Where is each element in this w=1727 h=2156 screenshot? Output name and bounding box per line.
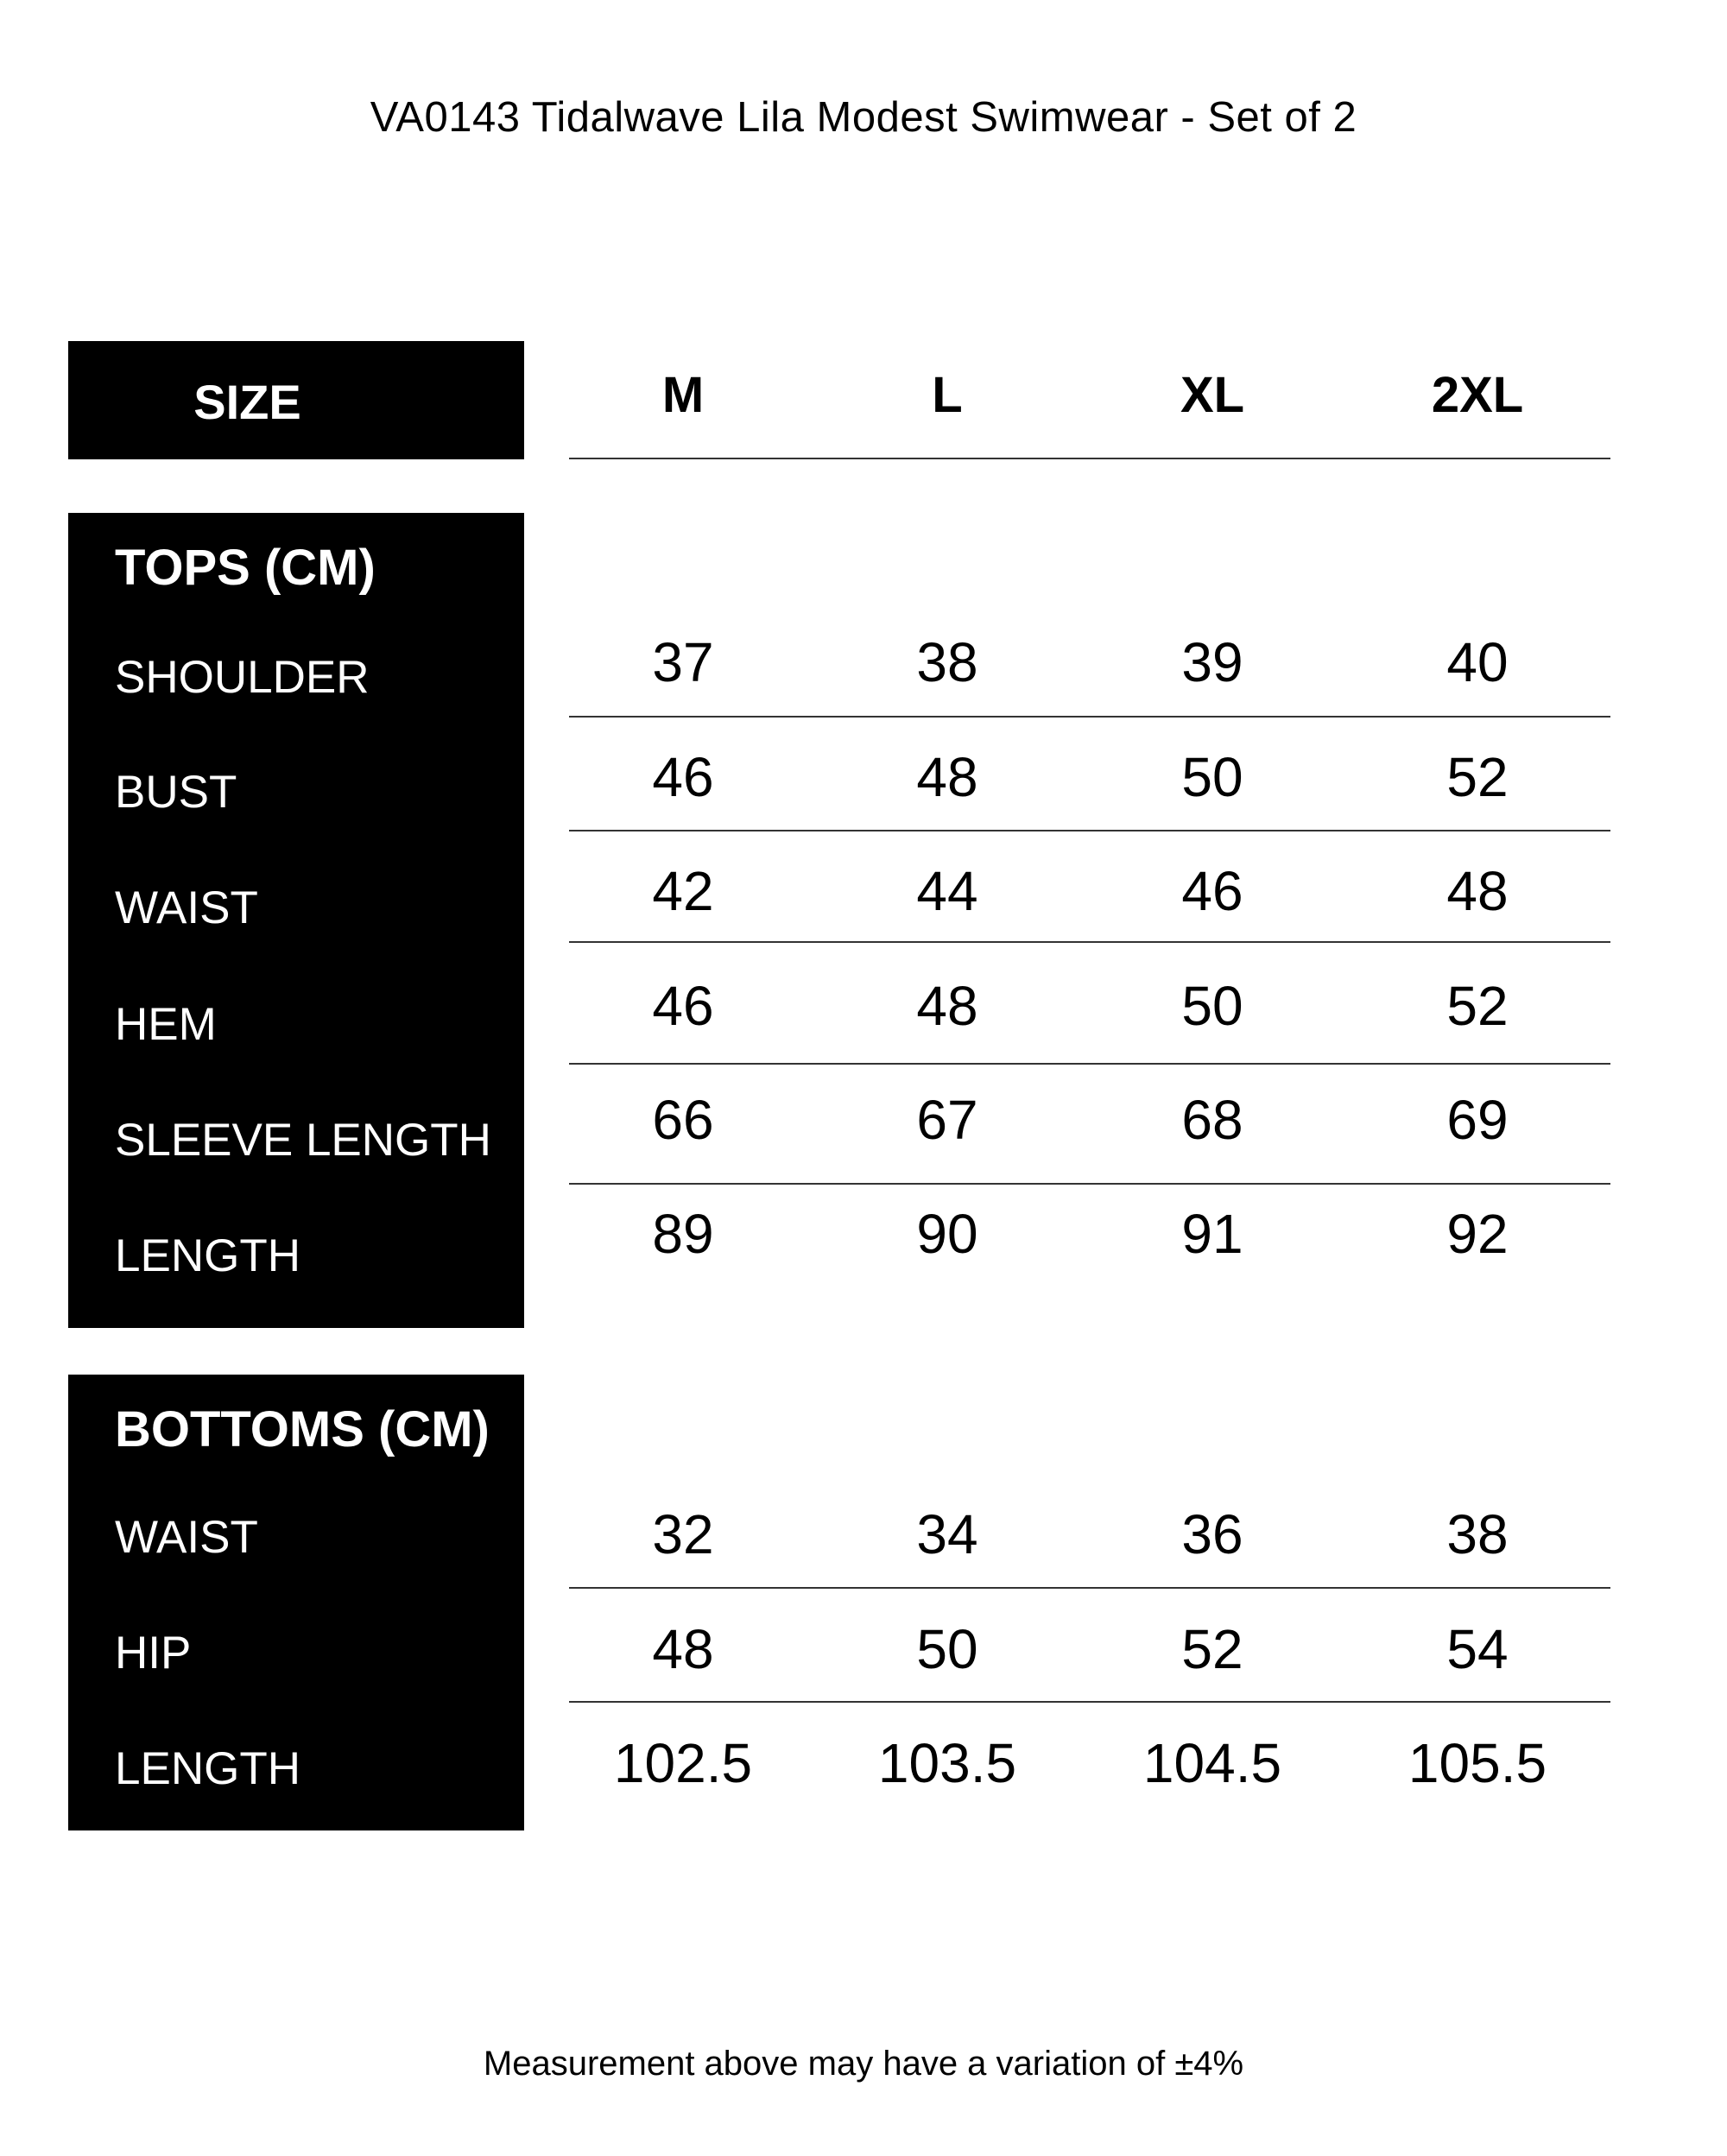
tops-cell: 42 xyxy=(652,860,714,922)
tops-cell: 37 xyxy=(652,631,714,693)
tops-cell: 48 xyxy=(1446,860,1509,922)
tops-cell: 89 xyxy=(652,1203,714,1265)
tops-label-box xyxy=(68,513,524,1328)
tops-heading: TOPS (CM) xyxy=(115,540,376,596)
bottoms-cell: 52 xyxy=(1181,1618,1243,1680)
bottoms-row-label: LENGTH xyxy=(115,1743,300,1794)
tops-cell: 68 xyxy=(1181,1089,1243,1151)
size-col-m: M xyxy=(661,367,705,423)
tops-cell: 38 xyxy=(916,631,978,693)
tops-row-label: LENGTH xyxy=(115,1230,300,1281)
size-col-2xl: 2XL xyxy=(1431,367,1524,423)
bottoms-cell: 34 xyxy=(916,1503,978,1565)
bottoms-cell: 102.5 xyxy=(613,1732,753,1794)
tops-cell: 91 xyxy=(1181,1203,1243,1265)
tops-cell: 50 xyxy=(1181,746,1243,808)
tops-cell: 66 xyxy=(652,1089,714,1151)
tops-row-label: SHOULDER xyxy=(115,652,370,703)
tops-row-label: BUST xyxy=(115,767,237,818)
tops-cell: 69 xyxy=(1446,1089,1509,1151)
bottoms-heading: BOTTOMS (CM) xyxy=(115,1401,490,1457)
tops-row-label: WAIST xyxy=(115,882,258,933)
tops-row-label: SLEEVE LENGTH xyxy=(115,1115,491,1166)
bottoms-cell: 103.5 xyxy=(877,1732,1017,1794)
tops-row-label: HEM xyxy=(115,999,217,1050)
tops-cell: 52 xyxy=(1446,975,1509,1037)
row-rule xyxy=(569,941,1610,943)
row-rule xyxy=(569,830,1610,831)
bottoms-row-label: HIP xyxy=(115,1628,192,1679)
tops-cell: 46 xyxy=(652,975,714,1037)
size-col-xl: XL xyxy=(1180,367,1245,423)
tops-cell: 92 xyxy=(1446,1203,1509,1265)
tops-cell: 67 xyxy=(916,1089,978,1151)
tops-cell: 40 xyxy=(1446,631,1509,693)
bottoms-row-label: WAIST xyxy=(115,1512,258,1563)
row-rule xyxy=(569,1183,1610,1185)
row-rule xyxy=(569,1701,1610,1703)
size-label: SIZE xyxy=(193,375,301,429)
tops-cell: 48 xyxy=(916,746,978,808)
row-rule xyxy=(569,1587,1610,1589)
bottoms-label-box xyxy=(68,1375,524,1830)
bottoms-cell: 54 xyxy=(1446,1618,1509,1680)
bottoms-cell: 36 xyxy=(1181,1503,1243,1565)
tops-cell: 52 xyxy=(1446,746,1509,808)
bottoms-cell: 104.5 xyxy=(1142,1732,1282,1794)
bottoms-cell: 38 xyxy=(1446,1503,1509,1565)
size-header-box xyxy=(68,341,524,459)
header-rule xyxy=(569,458,1610,459)
bottoms-cell: 32 xyxy=(652,1503,714,1565)
tops-cell: 46 xyxy=(652,746,714,808)
size-col-l: L xyxy=(932,367,963,423)
tops-cell: 46 xyxy=(1181,860,1243,922)
bottoms-cell: 50 xyxy=(916,1618,978,1680)
row-rule xyxy=(569,716,1610,718)
tops-cell: 48 xyxy=(916,975,978,1037)
variation-footnote: Measurement above may have a variation of ±4% xyxy=(483,2045,1244,2083)
tops-cell: 44 xyxy=(916,860,978,922)
page-title: VA0143 Tidalwave Lila Modest Swimwear - Set of 2 xyxy=(370,94,1357,141)
tops-cell: 90 xyxy=(916,1203,978,1265)
row-rule xyxy=(569,1063,1610,1065)
tops-cell: 39 xyxy=(1181,631,1243,693)
tops-cell: 50 xyxy=(1181,975,1243,1037)
bottoms-cell: 105.5 xyxy=(1408,1732,1547,1794)
bottoms-cell: 48 xyxy=(652,1618,714,1680)
